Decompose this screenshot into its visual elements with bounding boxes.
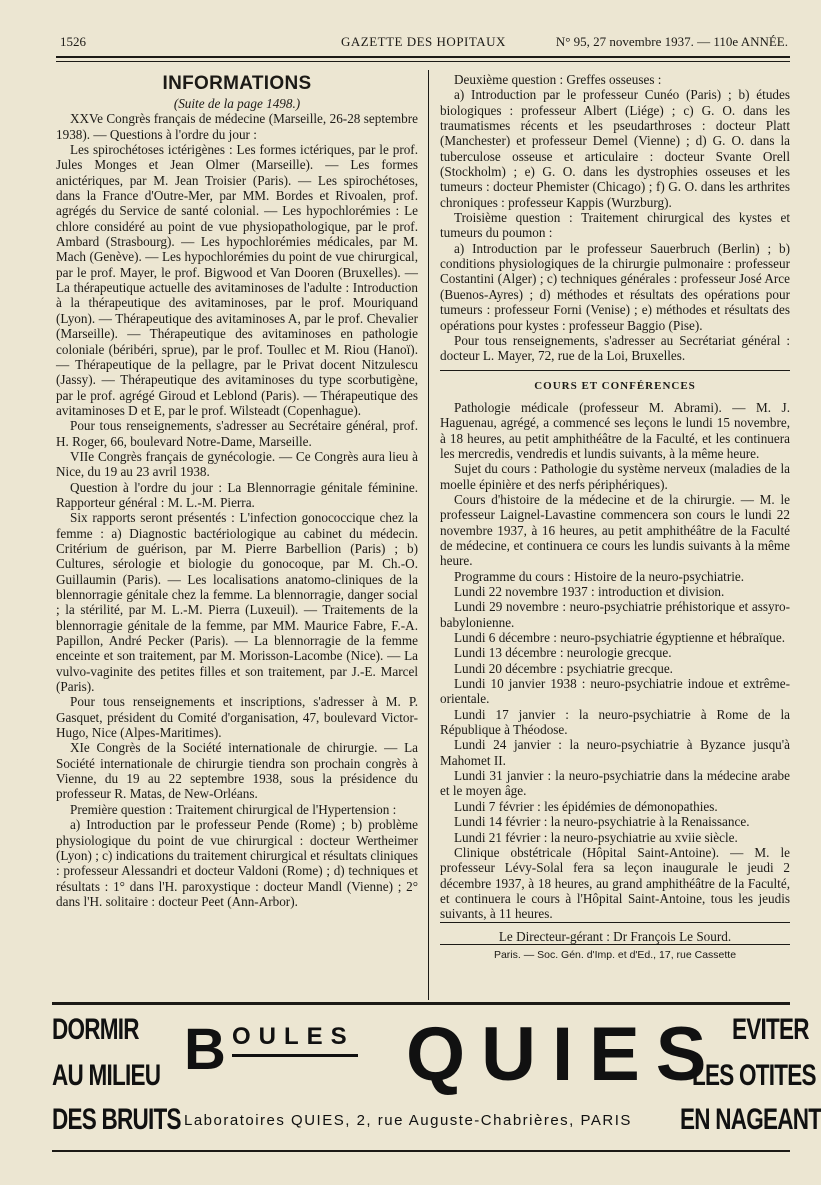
continuation-note: (Suite de la page 1498.) — [173, 96, 301, 111]
course-schedule-item: Lundi 22 novembre 1937 : introduction et division. — [454, 584, 725, 599]
article-paragraph: XXVe Congrès français de médecine (Marseille, 26-28 septembre 1938). — Questions à l'ordre du jour : — [56, 111, 418, 142]
page-number: 1526 — [60, 34, 86, 49]
ad-rule-bottom — [52, 1150, 790, 1152]
article-paragraph: Troisième question : Traitement chirurgical des kystes et tumeurs du poumon : — [440, 210, 790, 241]
quies-advertisement — [52, 1010, 821, 1145]
ad-slogan-left-2: AU MILIEU — [52, 1059, 161, 1092]
header-rule-top — [56, 56, 790, 58]
ad-boules-initial: B — [184, 1017, 228, 1082]
article-paragraph: Deuxième question : Greffes osseuses : — [454, 72, 662, 87]
article-paragraph: Pour tous renseignements et inscriptions, s'adresser à M. P. Gasquet, président du Comité d'organisation, 47, boulevard Victor-Hugo, Nice (Alpes-Maritimes). — [56, 694, 418, 741]
course-schedule-item: Lundi 31 janvier : la neuro-psychiatrie dans la médecine arabe et le moyen âge. — [440, 768, 790, 799]
article-paragraph: XIe Congrès de la Société internationale de chirurgie. — La Société internationale de chirurgie tiendra son prochain congrès à Vienne, du 19 au 22 septembre 1938, sous la présidence du professeur R. Matas, de New-Orléans. — [56, 740, 418, 802]
ad-slogan-left-1: DORMIR — [52, 1013, 139, 1046]
course-schedule-item: Lundi 7 février : les épidémies de démonopathies. — [454, 798, 718, 814]
article-paragraph: VIIe Congrès français de gynécologie. — Ce Congrès aura lieu à Nice, du 19 au 23 avril 1938. — [56, 448, 418, 480]
ad-slogan-left-3: DES BRUITS — [52, 1103, 181, 1136]
course-schedule-item: Lundi 14 février : la neuro-psychiatrie à la Renaissance. — [454, 814, 750, 830]
course-schedule-item: Lundi 13 décembre : neurologie grecque. — [454, 645, 672, 661]
article-paragraph: Pour tous renseignements, s'adresser au Secrétaire général, prof. H. Roger, 66, boulevard Notre-Dame, Marseille. — [56, 418, 418, 449]
article-paragraph: Les spirochétoses ictérigènes : Les formes ictériques, par le prof. Jules Monges et Jean Olmer (Marseille). — Les formes anictériques, par M. Jean Troisier (Paris). — Les spirochétoses, dans la France d'Outre-Mer, par MM. Bordes et Rivoalen, prof. agrégés du Service de santé colonial. — Les hypochlorémies : Le chlore considéré au point de vue physiopathologique, par le prof. Ambard (Strasbourg). — Les hypochlorémies médicales, par M. Mach (Genève). — Les hypochlorémies du point de vue chirurgical, par le prof. Mayer, le prof. Bigwood et Van Dooren (Bruxelles). — La thérapeutique actuelle des avitaminoses de l'adulte : Introduction à la thérapeutique des avitaminoses, par le prof. Mouriquand (Lyon). — Thérapeutique des avitaminoses A, par le prof. Chevalier (Marseille). — Thérapeutique des avitaminoses en pathologie coloniale (béribéri, sprue), par le prof. Toullec et M. Riou (Hanoï). — Thérapeutique de la pellagre, par le Privat docent Nitzulescu (Jassy). — Thérapeutique des avitaminoses du type scorbutigène, par le prof. agrégé Giroud et Leblond (Paris). — Thérapeutique des avitaminoses D et E, par le prof. Wilsteadt (Copenhague). — [56, 142, 418, 418]
course-schedule-item: Lundi 21 février : la neuro-psychiatrie au xviie siècle. — [454, 829, 738, 845]
course-schedule-item: Lundi 6 décembre : neuro-psychiatrie égyptienne et hébraïque. — [454, 630, 786, 646]
issue-info: N° 95, 27 novembre 1937. — 110e ANNÉE. — [555, 34, 788, 49]
ad-brand-name: QUIES — [406, 1012, 723, 1097]
article-paragraph: a) Introduction par le professeur Cunéo (Paris) ; b) études biologiques : professeur Albert (Liége) ; c) G. O. dans les traumatismes récents et les pseudarthroses : docteur Platt (Manchester) et professeur Demel (Vienne) ; d) G. O. dans la tuberculose osseuse et articulaire : docteur Svante Orell (Stockholm) ; e) G. O. dans les dystrophies osseuses et les tumeurs : docteur Phemister (Chicago) ; f) G. O. dans les arthrites chroniques : professeur Kappis (Wurzburg). — [440, 87, 790, 210]
article-paragraph: Pour tous renseignements, s'adresser au Secrétariat général : docteur L. Mayer, 72, rue de la Loi, Bruxelles. — [440, 332, 790, 364]
column-divider — [428, 70, 429, 1000]
ad-boules-underline — [232, 1054, 358, 1057]
article-paragraph: Question à l'ordre du jour : La Blennorragie génitale féminine. Rapporteur général : M. L.-M. Pierra. — [56, 479, 418, 510]
course-paragraph: Cours d'histoire de la médecine et de la chirurgie. — M. le professeur Laignel-Lavastine commencera son cours le lundi 22 novembre 1937, à 16 heures, au petit amphithéâtre de la Faculté de médecine, et continuera ce cours les lundis suivants à la même heure. — [440, 491, 790, 569]
header-rule-bottom — [56, 61, 790, 62]
article-paragraph: Première question : Traitement chirurgical de l'Hypertension : — [70, 801, 397, 817]
course-paragraph: Pathologie médicale (professeur M. Abrami). — M. J. Haguenau, agrégé, a commencé ses leçons le lundi 15 novembre, à 18 heures, au petit amphithéâtre de la Faculté, et les continuera les mercredis, vendredis et lundis suivants, à la même heure. — [440, 399, 790, 461]
section-title-informations: INFORMATIONS — [162, 73, 312, 94]
printer-line: Paris. — Soc. Gén. d'Imp. et d'Ed., 17, rue Cassette — [440, 944, 790, 963]
left-column — [56, 72, 418, 909]
article-paragraph: a) Introduction par le professeur Sauerbruch (Berlin) ; b) conditions physiologiques de la chirurgie pulmonaire : professeur Costantini (Alger) ; c) techniques générales : professeur José Arce (Buenos-Ayres) ; d) méthodes et résultats des opérations pour tumeurs : professeur Forni (Venise) ; e) méthodes et résultats des opérations pour kystes : professeur Baggio (Pise). — [440, 240, 790, 333]
page-header — [60, 34, 788, 52]
article-paragraph: a) Introduction par le professeur Pende (Rome) ; b) problème physiologique du point de vue chirurgical : docteur Wertheimer (Lyon) ; c) indications du traitement chirurgical et résultats cliniques : professeur Alessandri et docteur Valdoni (Rome) ; d) techniques et résultats : 1° dans l'H. paroxystique : docteur Mandl (Vienne) ; 2° dans l'H. solitaire : docteur Peet (Ann-Arbor). — [56, 817, 418, 909]
ad-rule-top — [52, 1002, 790, 1005]
course-schedule-item: Lundi 17 janvier : la neuro-psychiatrie à Rome de la République à Théodose. — [440, 706, 790, 738]
ad-slogan-right-1: EVITER — [732, 1013, 809, 1046]
ad-slogan-right-2: LES OTITES — [692, 1059, 816, 1092]
course-paragraph: Clinique obstétricale (Hôpital Saint-Antoine). — M. le professeur Lévy-Solal fera sa leçon inaugurale le jeudi 2 décembre 1937, à 18 heures, au grand amphithéâtre de la Faculté, et continuera le cours à l'Hôpital Saint-Antoine, tous les jeudis suivants, à 11 heures. — [440, 844, 790, 922]
course-paragraph: Sujet du cours : Pathologie du système nerveux (maladies de la moelle épinière et des nerfs périphériques). — [440, 461, 790, 492]
director-signature: Le Directeur-gérant : Dr François Le Sourd. — [440, 922, 790, 944]
section-title-cours: COURS ET CONFÉRENCES — [440, 370, 790, 394]
publication-name: GAZETTE DES HOPITAUX — [341, 34, 506, 49]
article-paragraph: Six rapports seront présentés : L'infection gonococcique chez la femme : a) Diagnostic bactériologique au cabinet du médecin. Critérium de guérison, par M. Pierre Barbellion (Paris) ; b) Cultures, sérologie et biologie du gonocoque, par M. Ch.-O. Guillaumin (Paris). — Les localisations anatomo-cliniques de la blennorragie génitale chez la femme. La blennorragie, danger social ; la stérilité, par M. L.-M. Pierra (Luxeuil). — Traitements de la blennorragie génitale de la femme, par MM. Maurice Fabre, F.-A. Papillon, André Pecker (Paris). — La blennorragie de la femme enceinte et son traitement, par M. Morisson-Lacombe (Nice). — La vulvo-vaginite des petites filles et son traitement, par J.-E. Marcel (Paris). — [56, 510, 418, 695]
course-paragraph: Programme du cours : Histoire de la neuro-psychiatrie. — [454, 568, 745, 584]
course-schedule-item: Lundi 29 novembre : neuro-psychiatrie préhistorique et assyro-babylonienne. — [440, 599, 790, 630]
course-schedule-item: Lundi 24 janvier : la neuro-psychiatrie à Byzance jusqu'à Mahomet II. — [440, 737, 790, 768]
ad-boules-rest: OULES — [232, 1023, 355, 1050]
right-column — [440, 72, 790, 963]
course-schedule-item: Lundi 20 décembre : psychiatrie grecque. — [454, 660, 673, 676]
course-schedule-item: Lundi 10 janvier 1938 : neuro-psychiatrie indoue et extrême-orientale. — [440, 676, 790, 707]
ad-slogan-right-3: EN NAGEANT — [680, 1103, 821, 1136]
ad-address: Laboratoires QUIES, 2, rue Auguste-Chabrières, PARIS — [184, 1112, 632, 1129]
